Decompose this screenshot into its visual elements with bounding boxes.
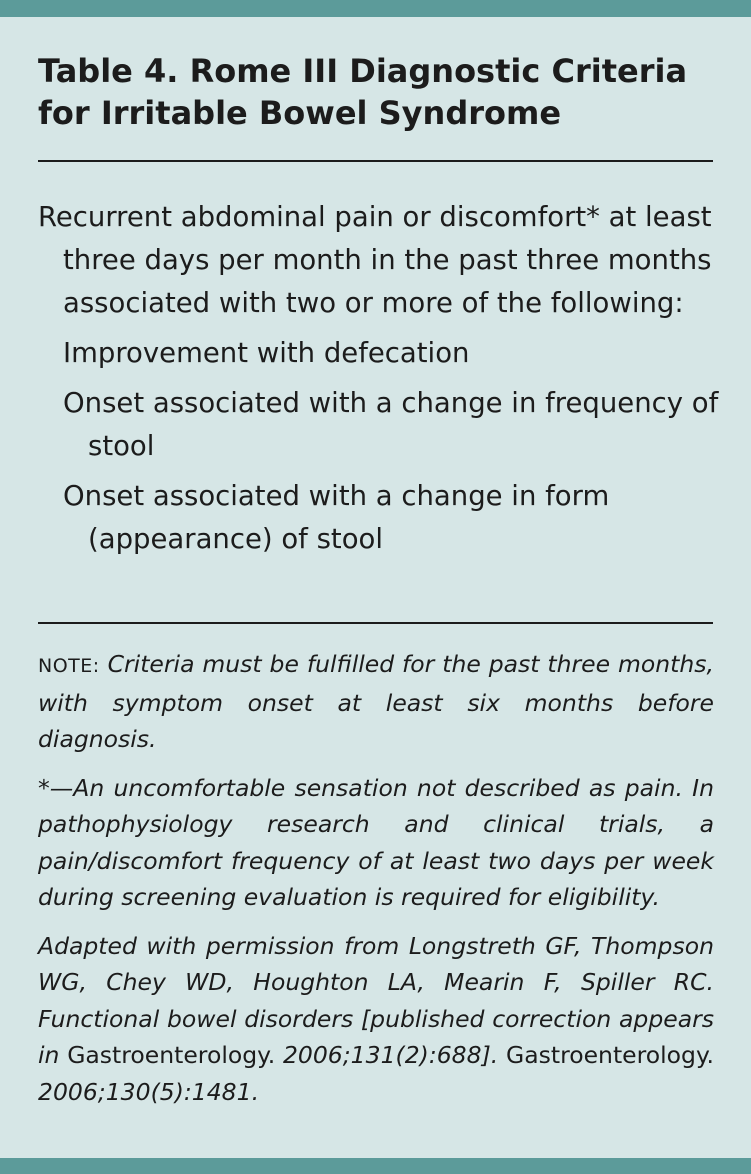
citation-part1: Adapted with permission from Longstreth GF, Thompson WG, Chey WD, Houghton LA, Mearin F, Spiller RC. Functional bowel disorders [published correction appears in <box>38 931 714 1069</box>
note-label: NOTE: <box>38 655 100 677</box>
citation-journal-1: Gastroenterology. <box>67 1041 276 1069</box>
table-title: Table 4. Rome III Diagnostic Criteria for Irritable Bowel Syndrome <box>38 52 688 132</box>
top-divider <box>38 160 713 162</box>
criteria-item: Improvement with defecation <box>63 337 470 369</box>
note-text: Criteria must be fulfilled for the past three months, with symptom onset at least six months before diagnosis. <box>38 650 714 753</box>
bottom-divider <box>38 622 713 624</box>
table-notes <box>38 646 714 1122</box>
top-accent-bar <box>0 0 751 17</box>
criteria-intro: Recurrent abdominal pain or discomfort* at least three days per month in the past three months associated with two or more of the following: <box>38 201 712 319</box>
bottom-accent-bar <box>0 1158 751 1174</box>
citation-part2: 2006;131(2):688]. <box>275 1041 506 1069</box>
criteria-list <box>38 196 728 561</box>
citation-paragraph <box>38 928 714 1111</box>
footnote-paragraph: *—An uncomfortable sensation not described as pain. In pathophysiology research and clinical trials, a pain/discomfort frequency of at least two days per week during screening evaluation is required for eligibility. <box>38 773 714 911</box>
note-paragraph <box>38 646 714 758</box>
criteria-item: Onset associated with a change in form (appearance) of stool <box>63 480 610 555</box>
citation-journal-2: Gastroenterology. <box>506 1041 714 1069</box>
criteria-item: Onset associated with a change in frequency of stool <box>63 387 719 462</box>
citation-part3: 2006;130(5):1481. <box>38 1077 260 1106</box>
